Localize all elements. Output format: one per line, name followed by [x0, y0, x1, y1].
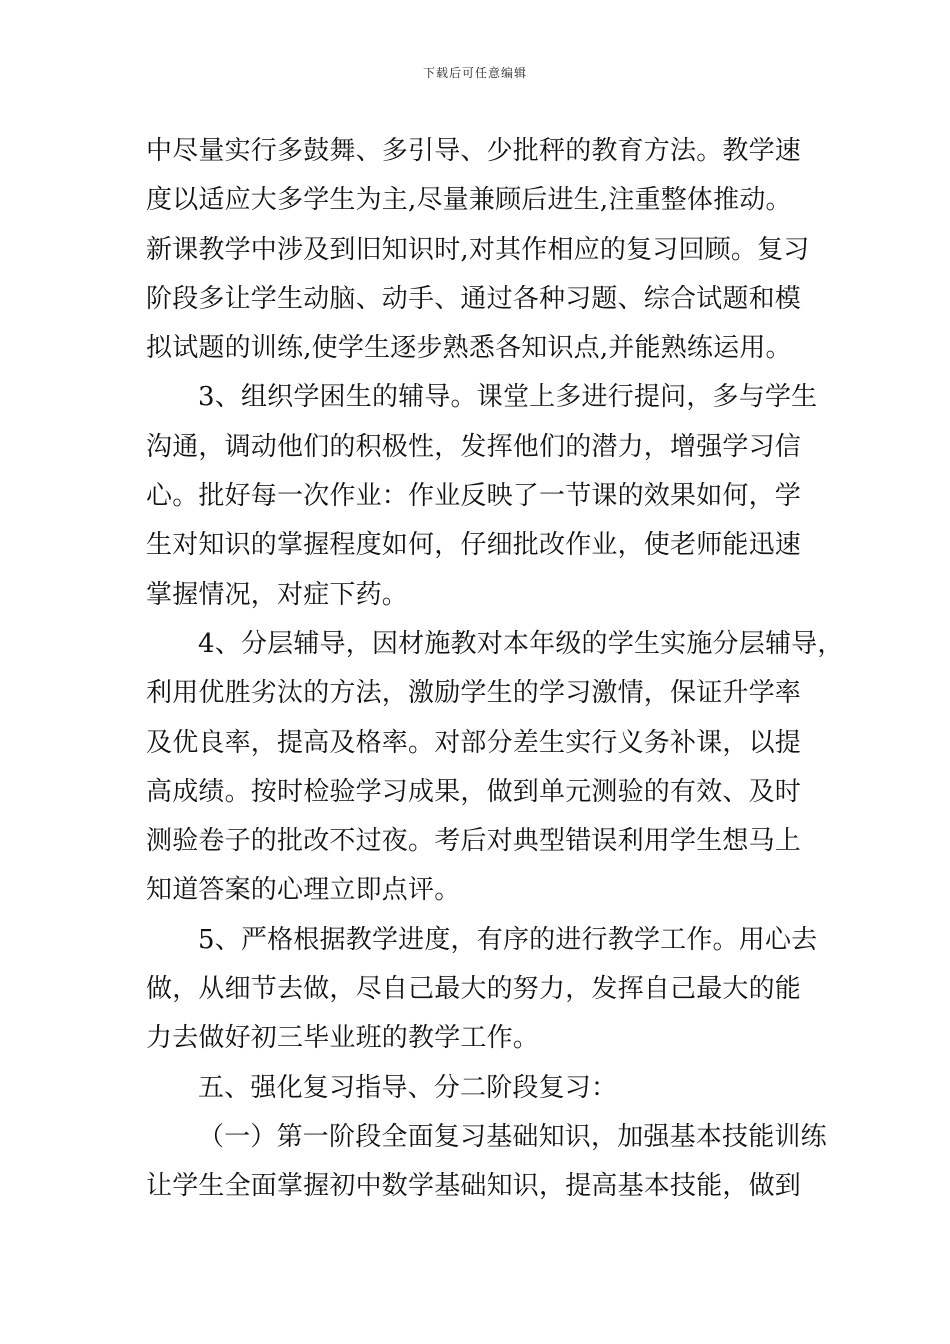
- section-heading: 五、强化复习指导、分二阶段复习：: [198, 1072, 618, 1103]
- text-line: 心。批好每一次作业：作业反映了一节课的效果如何，学: [146, 481, 802, 512]
- paragraph-4-start: 4、分层辅导，因材施教对本年级的学生实施分层辅导，: [198, 628, 844, 659]
- text-line: 及优良率，提高及格率。对部分差生实行义务补课，以提: [146, 727, 802, 758]
- text-line: 中尽量实行多鼓舞、多引导、少批秤的教育方法。教学速: [146, 136, 802, 166]
- text-line: 利用优胜劣汰的方法，激励学生的学习激情，保证升学率: [146, 678, 802, 709]
- text-line: 拟试题的训练,使学生逐步熟悉各知识点,并能熟练运用。: [146, 333, 792, 364]
- paragraph-3-start: 3、组织学困生的辅导。课堂上多进行提问，多与学生: [198, 382, 818, 413]
- text-line: 阶段多让学生动脑、动手、通过各种习题、综合试题和模: [146, 283, 802, 314]
- subsection-heading: （一）第一阶段全面复习基础知识，加强基本技能训练: [198, 1121, 827, 1152]
- document-body: [146, 127, 844, 1212]
- text-line: 度以适应大多学生为主,尽量兼顾后进生,注重整体推动。: [146, 185, 792, 216]
- text-line: 做，从细节去做，尽自己最大的努力，发挥自己最大的能: [146, 974, 802, 1005]
- text-line: 新课教学中涉及到旧知识时,对其作相应的复习回顾。复习: [146, 234, 810, 265]
- text-line: 力去做好初三毕业班的教学工作。: [146, 1023, 540, 1054]
- text-line: 沟通，调动他们的积极性，发挥他们的潜力，增强学习信: [146, 431, 802, 462]
- text-line: 测验卷子的批改不过夜。考后对典型错误利用学生想马上: [146, 826, 802, 857]
- text-line: 高成绩。按时检验学习成果，做到单元测验的有效、及时: [146, 776, 802, 807]
- text-line: 知道答案的心理立即点评。: [146, 875, 461, 906]
- text-line: 掌握情况，对症下药。: [146, 579, 409, 610]
- text-line: 让学生全面掌握初中数学基础知识，提高基本技能，做到: [146, 1171, 802, 1202]
- paragraph-5-start: 5、严格根据教学进度，有序的进行教学工作。用心去: [198, 924, 818, 955]
- text-line: 生对知识的掌握程度如何，仔细批改作业，使老师能迅速: [146, 530, 802, 561]
- page-header-note: 下载后可任意编辑: [422, 66, 527, 80]
